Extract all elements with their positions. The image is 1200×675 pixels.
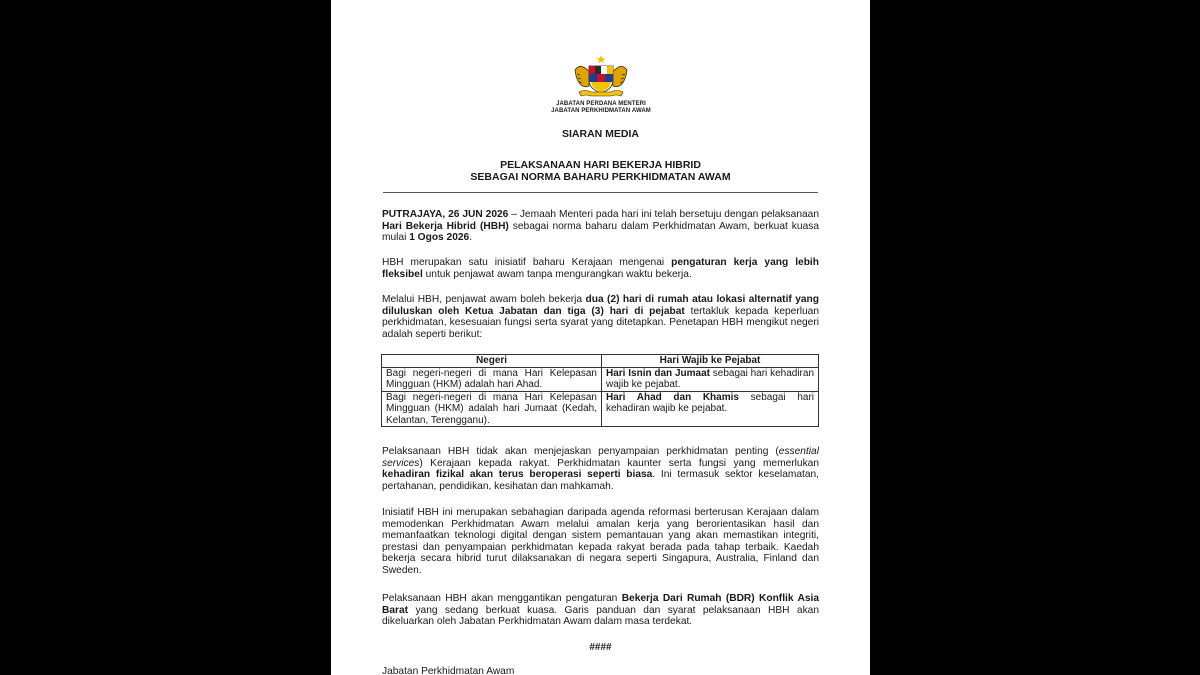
dateline: PUTRAJAYA, 26 JUN 2026: [382, 209, 509, 220]
table-header-row: [382, 355, 819, 368]
office-days-text: sebagai hari kehadiran wajib ke pejabat.: [606, 391, 814, 415]
paragraph-italic: essential services: [382, 446, 819, 469]
press-release-page: [331, 0, 870, 675]
table-row: [382, 391, 819, 426]
state-cell: Bagi negeri-negeri di mana Hari Kelepasan Mingguan (HKM) adalah hari Jumaat (Kedah, Kelantan, Terengganu).: [382, 391, 602, 426]
paragraph-reform-agenda: Inisiatif HBH ini merupakan sebahagian daripada agenda reformasi berterusan Kerajaan dalam memodenkan Perkhidmatan Awam melalui amalan kerja yang berorientasikan hasil dan memanfaatkan teknologi digital dengan sistem pemantauan yang akan memastikan integriti, prestasi dan penyampaian perkhidmatan kepada rakyat berada pada tahap terbaik. Kaedah bekerja secara hibrid turut dilaksanakan di negara seperti Singapura, Australia, Finland dan Sweden.: [382, 507, 819, 576]
column-header-office-days: Hari Wajib ke Pejabat: [602, 355, 819, 368]
end-marks: ####: [589, 642, 612, 653]
title-line-2: SEBAGAI NORMA BAHARU PERKHIDMATAN AWAM: [470, 171, 731, 183]
paragraph-text: Pelaksanaan HBH tidak akan menjejaskan penyampaian perkhidmatan penting (: [382, 446, 779, 457]
paragraph-bold: kehadiran fizikal akan terus beroperasi seperti biasa: [382, 469, 653, 481]
column-header-state: Negeri: [382, 355, 602, 368]
paragraph-initiative: [382, 257, 819, 280]
paragraph-announcement: [382, 209, 819, 244]
media-release-heading: SIARAN MEDIA: [561, 128, 639, 140]
malaysia-coat-of-arms-logo: [571, 54, 631, 98]
paragraph-text: Melalui HBH, penjawat awam boleh bekerja: [382, 294, 586, 305]
paragraph-arrangement: [382, 294, 819, 340]
paragraph-text: Pelaksanaan HBH akan menggantikan pengaturan: [382, 593, 622, 604]
effective-date: 1 Ogos 2026: [409, 232, 470, 244]
state-office-days-table: [381, 354, 819, 427]
paragraph-replacement: [382, 593, 819, 628]
paragraph-text: HBH merupakan satu inisiatif baharu Kerajaan mengenai: [382, 257, 672, 268]
paragraph-text: untuk penjawat awam tanpa mengurangkan waktu bekerja.: [422, 268, 692, 280]
office-days-bold: Hari Isnin dan Jumaat: [606, 368, 710, 379]
title-line-1: PELAKSANAAN HARI BEKERJA HIBRID: [500, 159, 701, 171]
paragraph-text: – Jemaah Menteri pada hari ini telah bersetuju dengan pelaksanaan: [508, 209, 819, 220]
paragraph-bold: Hari Bekerja Hibrid (HBH): [382, 220, 509, 232]
office-days-bold: Hari Ahad dan Khamis: [606, 391, 739, 403]
signoff-department: Jabatan Perkhidmatan Awam: [382, 666, 515, 675]
paragraph-text: .: [469, 232, 473, 244]
paragraph-text: sebagai norma baharu dalam Perkhidmatan Awam, berkuat kuasa mulai: [382, 220, 819, 244]
state-cell: Bagi negeri-negeri di mana Hari Kelepasan Mingguan (HKM) adalah hari Ahad.: [382, 368, 602, 392]
paragraph-text: ) Kerajaan kepada rakyat. Perkhidmatan kaunter serta fungsi yang memerlukan: [419, 457, 819, 469]
paragraph-bold: Bekerja Dari Rumah (BDR) Konflik Asia Barat: [382, 593, 819, 616]
paragraph-text: tertakluk kepada keperluan perkhidmatan, kesesuaian fungsi serta syarat yang ditetapkan. Penetapan HBH mengikut negeri adalah seperti berikut:: [382, 305, 819, 340]
table-row: [382, 368, 819, 392]
department-line-2: JABATAN PERKHIDMATAN AWAM: [551, 108, 651, 114]
paragraph-text: . Ini termasuk sektor keselamatan, pertahanan, pendidikan, kesihatan dan mahkamah.: [382, 469, 819, 492]
department-name: [511, 101, 691, 115]
office-days-cell: [602, 368, 819, 392]
paragraph-bold: pengaturan kerja yang lebih fleksibel: [382, 257, 819, 280]
paragraph-essential-services: [382, 446, 819, 492]
paragraph-bold: dua (2) hari di rumah atau lokasi alternatif yang diluluskan oleh Ketua Jabatan dan tiga (3) hari di pejabat: [382, 294, 820, 317]
office-days-text: sebagai hari kehadiran wajib ke pejabat.: [606, 368, 814, 391]
title-divider: [383, 192, 818, 193]
office-days-cell: [602, 391, 819, 426]
paragraph-text: yang sedang berkuat kuasa. Garis panduan dan syarat pelaksanaan HBH akan dikeluarkan oleh Jabatan Perkhidmatan Awam dalam masa terdekat.: [382, 604, 819, 628]
department-line-1: JABATAN PERDANA MENTERI: [556, 101, 646, 107]
